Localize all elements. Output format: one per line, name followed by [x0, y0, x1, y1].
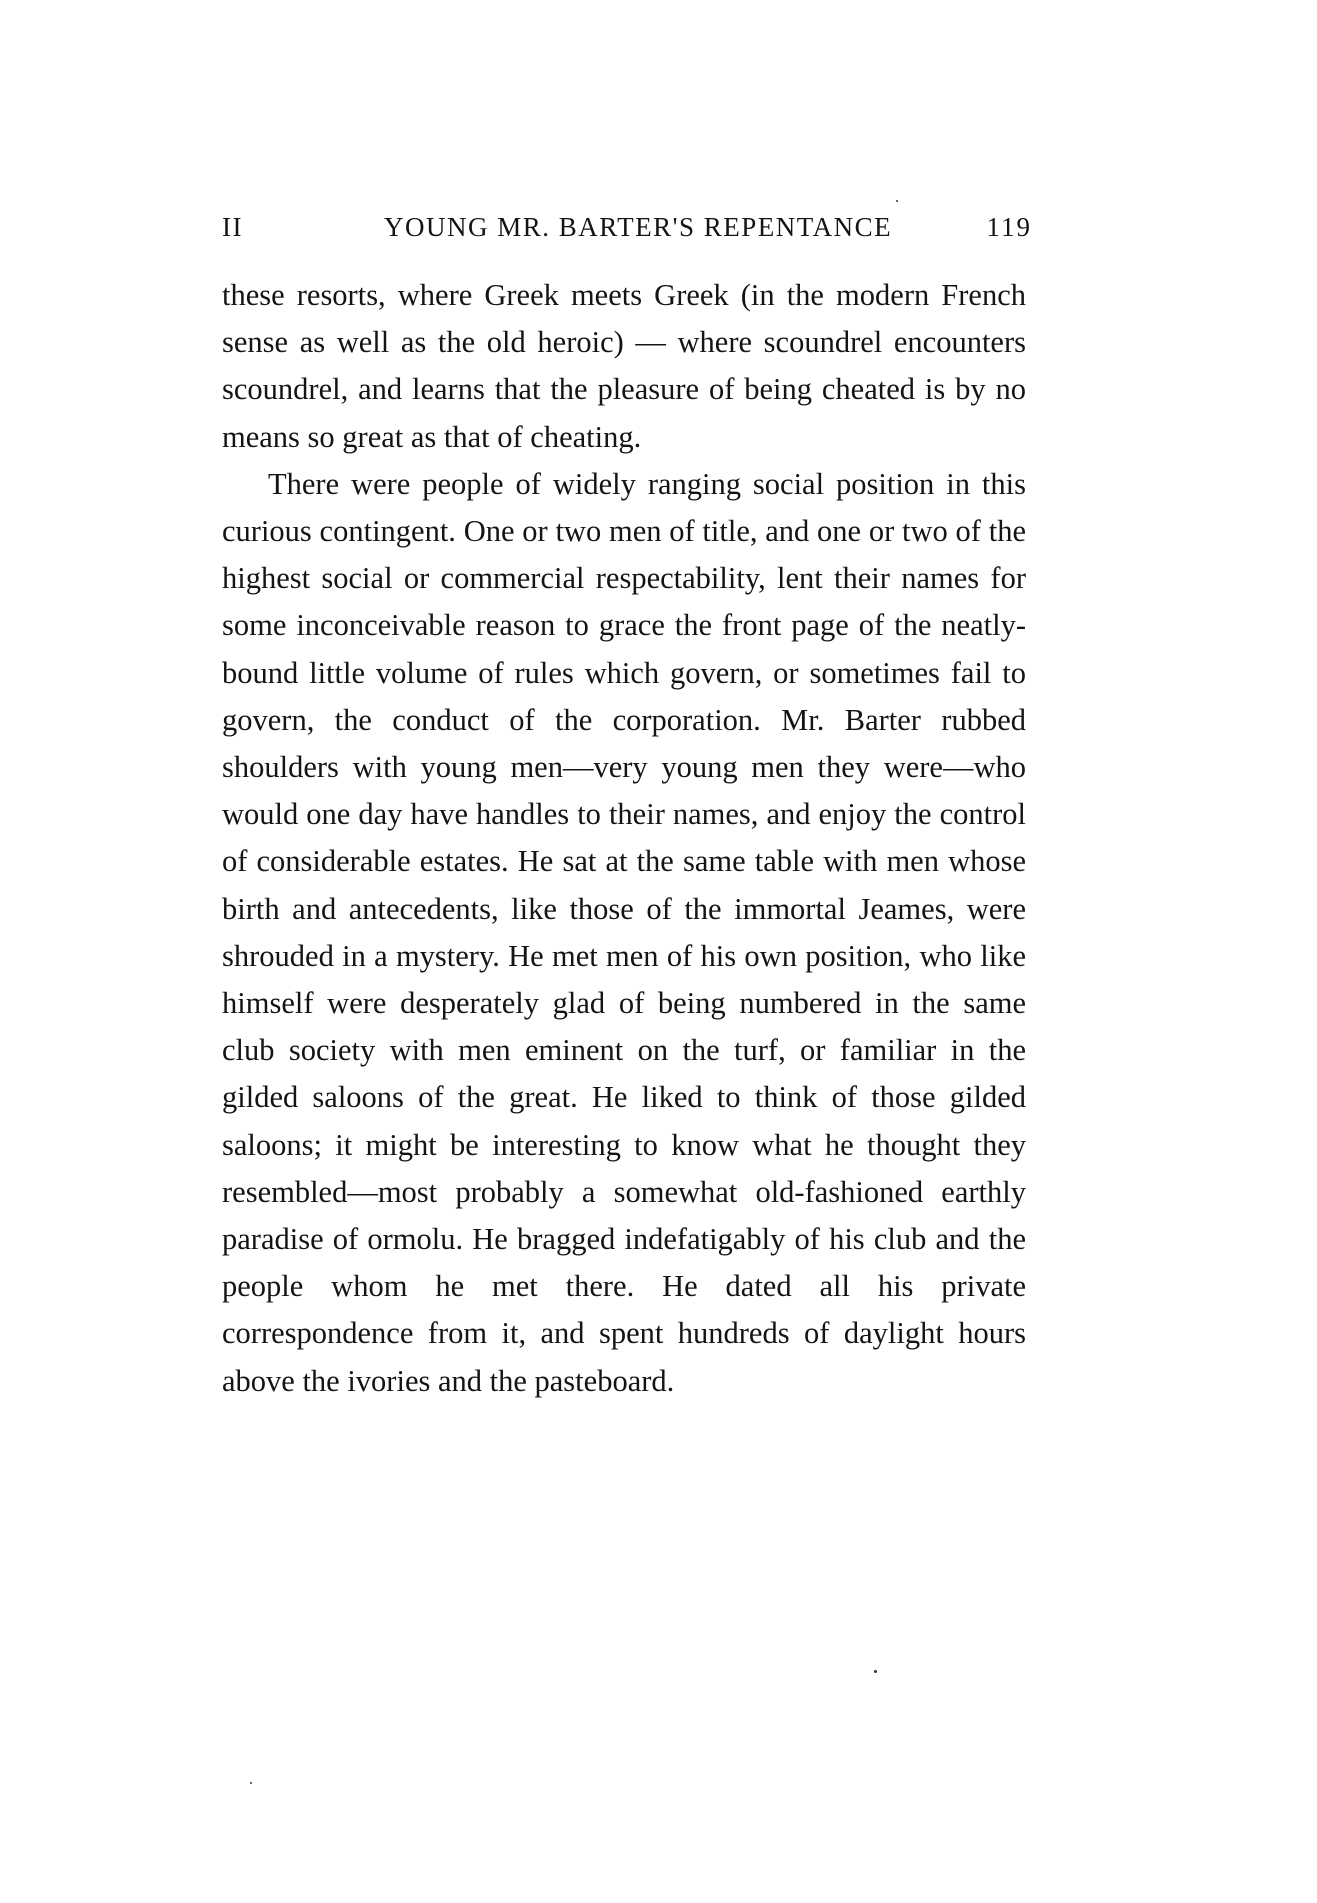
- paragraph: There were people of widely ranging social position in this curious contingent. One or two men of title, and one or two of the highest social or commercial respectability, lent their names for some inconceivable reason to grace the front page of the neatly-bound little volume of rules which govern, or sometimes fail to govern, the conduct of the corporation. Mr. Barter rubbed shoulders with young men—very young men they were—who would one day have handles to their names, and enjoy the control of considerable estates. He sat at the same table with men whose birth and antecedents, like those of the immortal Jeames, were shrouded in a mystery. He met men of his own position, who like himself were desperately glad of being numbered in the same club society with men eminent on the turf, or familiar in the gilded saloons of the great. He liked to think of those gilded saloons; it might be interesting to know what he thought they resembled—most probably a somewhat old-fashioned earthly paradise of ormolu. He bragged indefatigably of his club and the people whom he met there. He dated all his private correspondence from it, and spent hundreds of daylight hours above the ivories and the pasteboard.: [222, 466, 1026, 1398]
- print-speck: [896, 200, 898, 202]
- running-title: YOUNG MR. BARTER'S REPENTANCE: [384, 212, 893, 242]
- paragraph-continued: these resorts, where Greek meets Greek (in the modern French sense as well as the old heroic) — where scoundrel encounters scoundrel, and learns that the pleasure of being cheated is by no means so great as that of cheating.: [222, 278, 1026, 454]
- print-speck: [250, 1782, 252, 1784]
- body-text: [222, 272, 1026, 1405]
- print-speck: [874, 1670, 877, 1673]
- chapter-number: II: [222, 212, 243, 242]
- page-number: 119: [986, 212, 1032, 242]
- running-head: [222, 212, 1032, 252]
